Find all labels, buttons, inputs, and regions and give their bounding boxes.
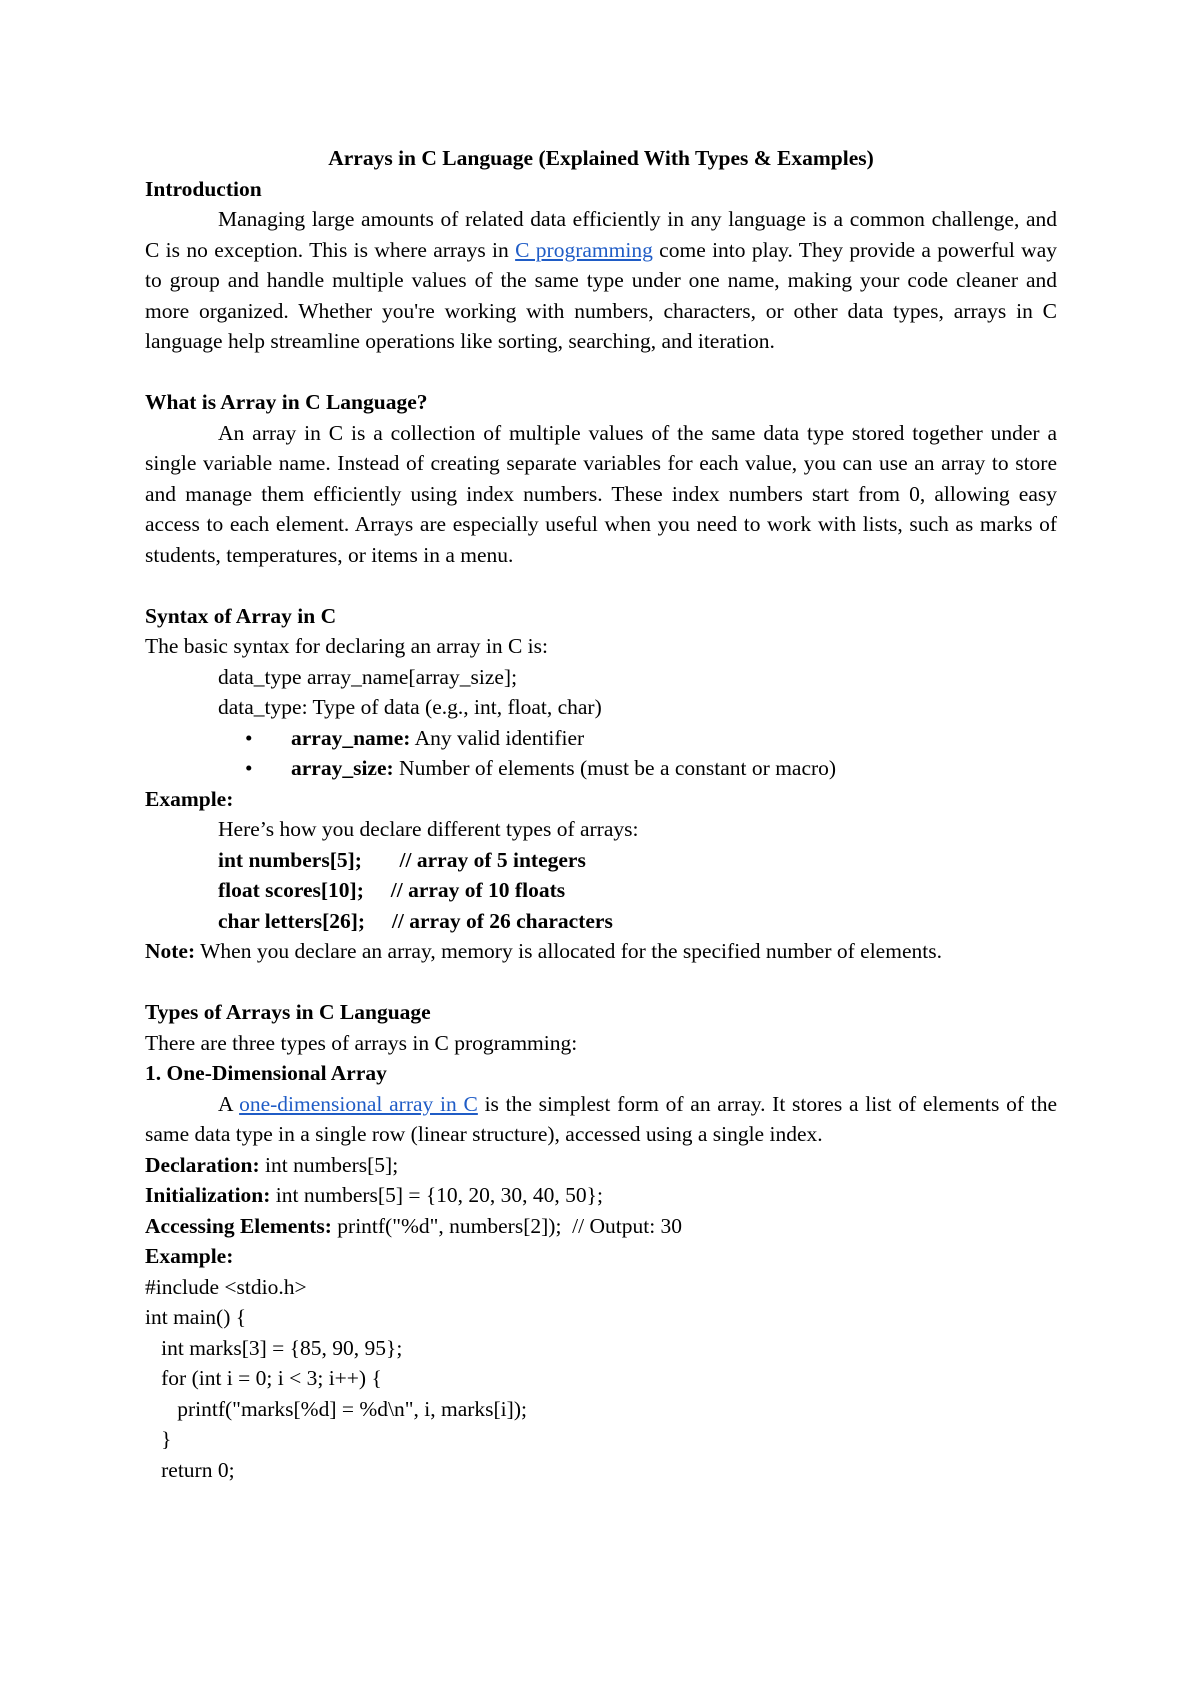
declaration-value: int numbers[5]; bbox=[259, 1152, 399, 1177]
bullet-term: array_size: bbox=[291, 756, 394, 780]
bullet-icon: • bbox=[245, 756, 253, 780]
one-d-text-after-link: is the simplest form of an array. It stores a list of elements of the same data type in a single row (linear structure), accessed using a single index. bbox=[145, 1091, 1057, 1146]
code-line: } bbox=[145, 1427, 172, 1451]
accessing-label: Accessing Elements: bbox=[145, 1213, 332, 1238]
what-is-heading: What is Array in C Language? bbox=[145, 390, 428, 414]
types-intro: There are three types of arrays in C programming: bbox=[145, 1030, 578, 1055]
code-line: printf("marks[%d] = %d\n", i, marks[i]); bbox=[145, 1396, 527, 1421]
bullet-desc: Number of elements (must be a constant or macro) bbox=[393, 756, 837, 780]
syntax-note bbox=[145, 936, 1057, 967]
bullet-icon: • bbox=[245, 725, 253, 750]
intro-text-before-link: Managing large amounts of related data efficiently in any language is a common challenge, and C is no exception. This is where arrays in bbox=[145, 207, 1057, 262]
initialization-value: int numbers[5] = {10, 20, 30, 40, 50}; bbox=[270, 1183, 603, 1207]
document-title: Arrays in C Language (Explained With Types & Examples) bbox=[328, 146, 874, 170]
note-text: When you declare an array, memory is allocated for the specified number of elements. bbox=[195, 939, 942, 963]
note-label: Note: bbox=[145, 939, 196, 963]
accessing-value: printf("%d", numbers[2]); // Output: 30 bbox=[331, 1213, 683, 1238]
syntax-example-label: Example: bbox=[145, 786, 234, 811]
what-is-paragraph: An array in C is a collection of multiple values of the same data type stored together under a single variable name. Instead of creating separate variables for each value, you can use an array to store and manage them efficiently using index numbers. These index numbers start from 0, allowing easy access to each element. Arrays are especially useful when you need to work with lists, such as marks of students, temperatures, or items in a menu. bbox=[145, 420, 1057, 567]
list-item bbox=[218, 723, 1057, 754]
one-d-accessing bbox=[145, 1211, 1057, 1242]
code-line: for (int i = 0; i < 3; i++) { bbox=[145, 1366, 382, 1390]
list-item bbox=[218, 753, 1057, 784]
one-d-declaration bbox=[145, 1150, 1057, 1181]
one-d-example-label: Example: bbox=[145, 1244, 234, 1268]
code-line: int main() { bbox=[145, 1305, 247, 1329]
one-d-text-before-link: A bbox=[218, 1091, 240, 1116]
declaration-label: Declaration: bbox=[145, 1152, 260, 1177]
one-d-initialization bbox=[145, 1180, 1057, 1211]
one-dimensional-array-link[interactable]: one-dimensional array in C bbox=[239, 1091, 478, 1116]
syntax-bullet-list bbox=[145, 723, 1057, 784]
code-line: int numbers[5]; // array of 5 integers bbox=[218, 847, 586, 872]
code-line: char letters[26]; // array of 26 characters bbox=[218, 908, 613, 933]
syntax-intro: The basic syntax for declaring an array in C is: bbox=[145, 634, 548, 658]
bullet-desc: Any valid identifier bbox=[410, 725, 585, 750]
intro-heading: Introduction bbox=[145, 176, 262, 201]
one-d-paragraph bbox=[145, 1089, 1057, 1150]
code-line: int marks[3] = {85, 90, 95}; bbox=[145, 1335, 403, 1360]
syntax-declaration: data_type array_name[array_size]; bbox=[218, 664, 518, 689]
code-line: return 0; bbox=[145, 1457, 235, 1482]
initialization-label: Initialization: bbox=[145, 1183, 271, 1207]
types-heading: Types of Arrays in C Language bbox=[145, 1000, 431, 1024]
c-programming-link[interactable]: C programming bbox=[515, 237, 653, 262]
code-line: #include <stdio.h> bbox=[145, 1274, 307, 1299]
syntax-heading: Syntax of Array in C bbox=[145, 603, 337, 628]
intro-paragraph bbox=[145, 204, 1057, 357]
intro-text-after-link: come into play. They provide a powerful way to group and handle multiple values of the same type under one name, making your code cleaner and more organized. Whether you're working with numbers, characters, or other data types, arrays in C language help streamline operations like sorting, searching, and iteration. bbox=[145, 237, 1057, 353]
syntax-data-type-desc: data_type: Type of data (e.g., int, float, char) bbox=[218, 695, 602, 719]
one-d-heading: 1. One-Dimensional Array bbox=[145, 1061, 387, 1085]
bullet-term: array_name: bbox=[291, 725, 411, 750]
document-page bbox=[145, 143, 1057, 1485]
syntax-example-intro: Here’s how you declare different types of arrays: bbox=[218, 817, 639, 841]
code-line: float scores[10]; // array of 10 floats bbox=[218, 878, 566, 902]
